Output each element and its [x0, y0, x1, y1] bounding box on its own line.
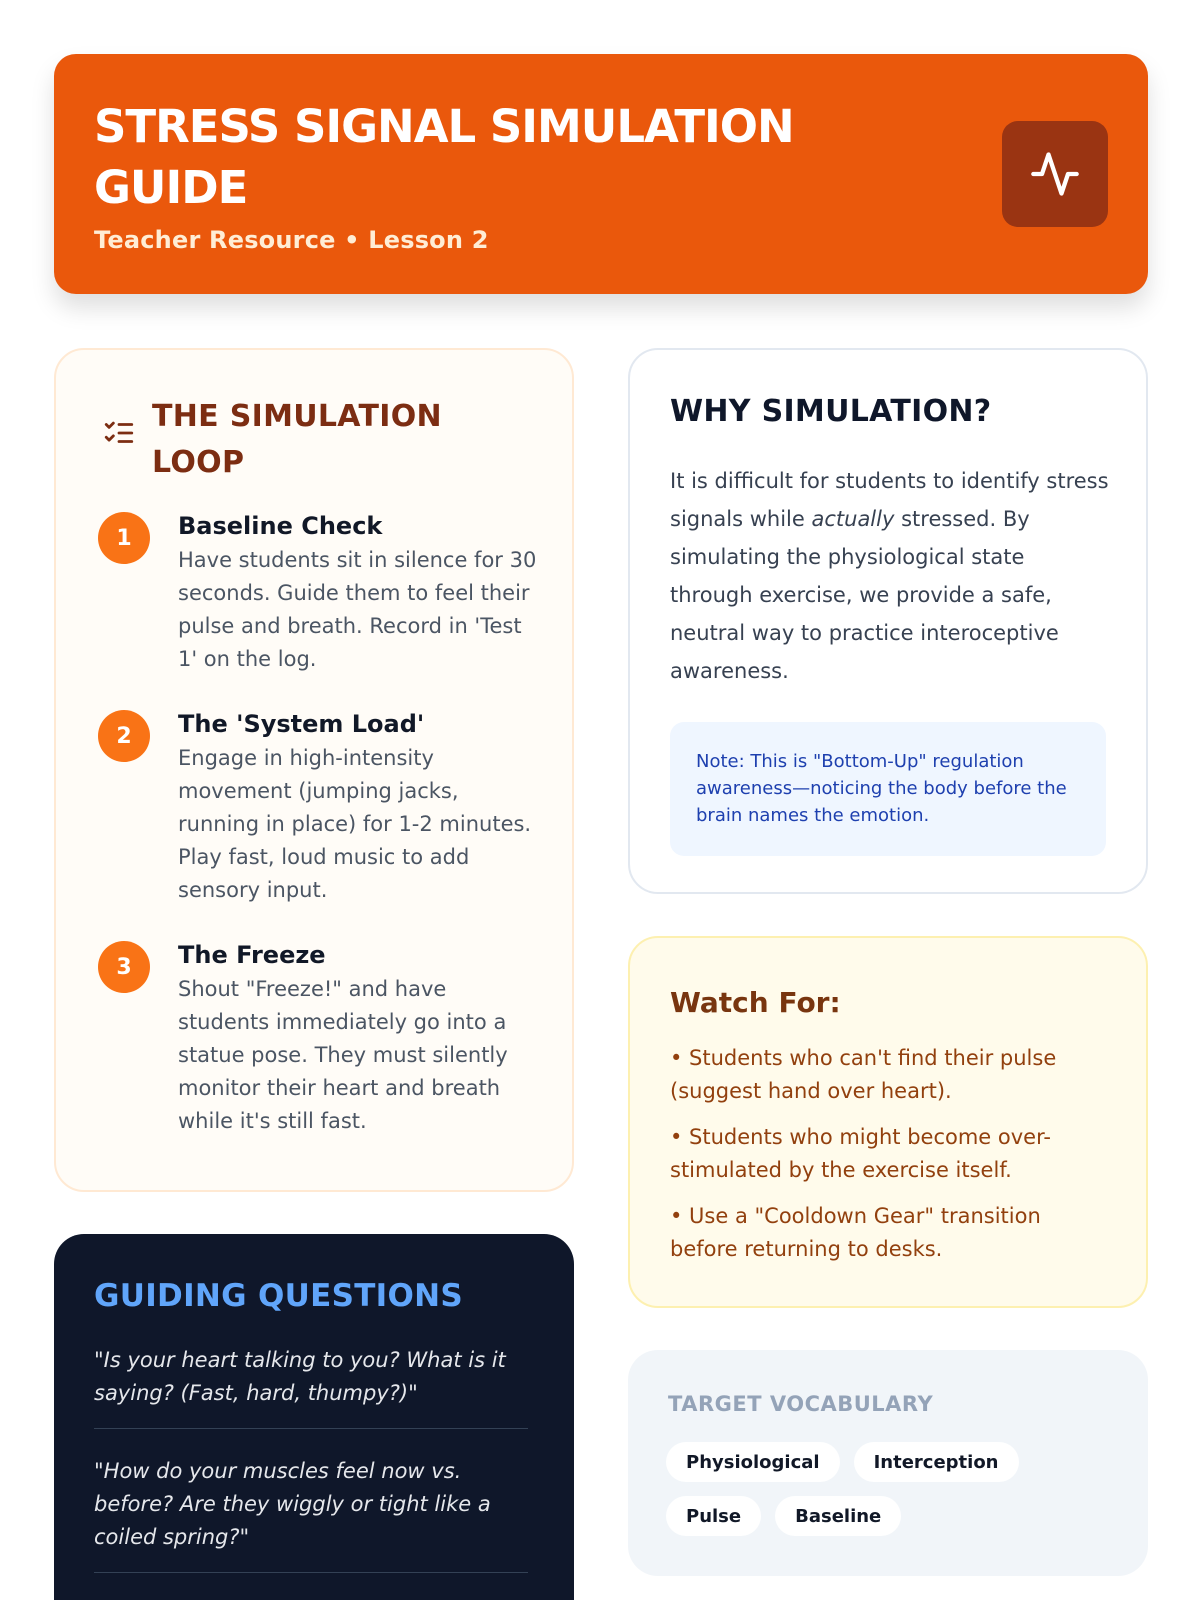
header-banner	[54, 54, 1148, 294]
section-title: TARGET VOCABULARY	[668, 1392, 934, 1416]
step-item	[98, 939, 538, 1138]
step-title: The Freeze	[178, 941, 326, 969]
why-simulation-card	[628, 348, 1148, 894]
question-item: "Is your heart talking to you? What is it saying? (Fast, hard, thumpy?)"	[94, 1344, 528, 1429]
list-item: • Students who might become over-stimulated by the exercise itself.	[670, 1125, 1051, 1182]
step-number-badge: 2	[98, 710, 150, 762]
vocab-tag-list	[666, 1442, 1126, 1536]
step-title: Baseline Check	[178, 512, 383, 540]
vocab-tag: Baseline	[775, 1496, 901, 1536]
vocab-tag: Pulse	[666, 1496, 761, 1536]
section-title: WHY SIMULATION?	[670, 394, 992, 429]
section-title: THE SIMULATION LOOP	[152, 399, 442, 480]
pulse-activity-icon	[1002, 121, 1108, 227]
guiding-questions-card	[54, 1234, 574, 1600]
question-item: "How do your muscles feel now vs. before? Are they wiggly or tight like a coiled spring?"	[94, 1455, 528, 1573]
list-item: • Students who can't find their pulse (suggest hand over heart).	[670, 1046, 1057, 1103]
vocab-tag: Interception	[854, 1442, 1019, 1482]
section-title: Watch For:	[670, 986, 841, 1019]
step-number-badge: 3	[98, 941, 150, 993]
why-body-text	[670, 462, 1110, 690]
regulation-note: Note: This is "Bottom-Up" regulation awareness—noticing the body before the brain names the emotion.	[670, 722, 1106, 856]
why-body-part: It is difficult for students to identify stress signals while	[670, 469, 1109, 531]
list-item: • Use a "Cooldown Gear" transition before returning to desks.	[670, 1204, 1041, 1261]
why-body-emphasis: actually	[811, 507, 895, 531]
vocab-tag: Physiological	[666, 1442, 840, 1482]
step-list	[98, 510, 538, 1170]
simulation-loop-card	[54, 348, 574, 1192]
simulation-loop-heading	[102, 394, 472, 486]
step-description: Have students sit in silence for 30 seconds. Guide them to feel their pulse and breath. Record in 'Test 1' on the log.	[178, 548, 537, 671]
step-number-badge: 1	[98, 512, 150, 564]
target-vocabulary-card	[628, 1350, 1148, 1576]
step-description: Engage in high-intensity movement (jumping jacks, running in place) for 1-2 minutes. Play fast, loud music to add sensory input.	[178, 746, 532, 902]
section-title: GUIDING QUESTIONS	[94, 1278, 464, 1314]
watch-for-card	[628, 936, 1148, 1308]
why-body-part: stressed. By simulating the physiological state through exercise, we provide a safe, neutral way to practice interoceptive awareness.	[670, 507, 1059, 683]
step-item	[98, 510, 538, 676]
step-title: The 'System Load'	[178, 710, 425, 738]
page-subtitle: Teacher Resource • Lesson 2	[94, 226, 489, 254]
watch-list	[670, 1042, 1110, 1279]
step-item	[98, 708, 538, 907]
checklist-icon	[102, 416, 136, 454]
question-list	[94, 1344, 528, 1599]
step-description: Shout "Freeze!" and have students immediately go into a statue pose. They must silently monitor their heart and breath while it's still fast.	[178, 977, 508, 1133]
page-title: STRESS SIGNAL SIMULATION GUIDE	[94, 100, 794, 214]
